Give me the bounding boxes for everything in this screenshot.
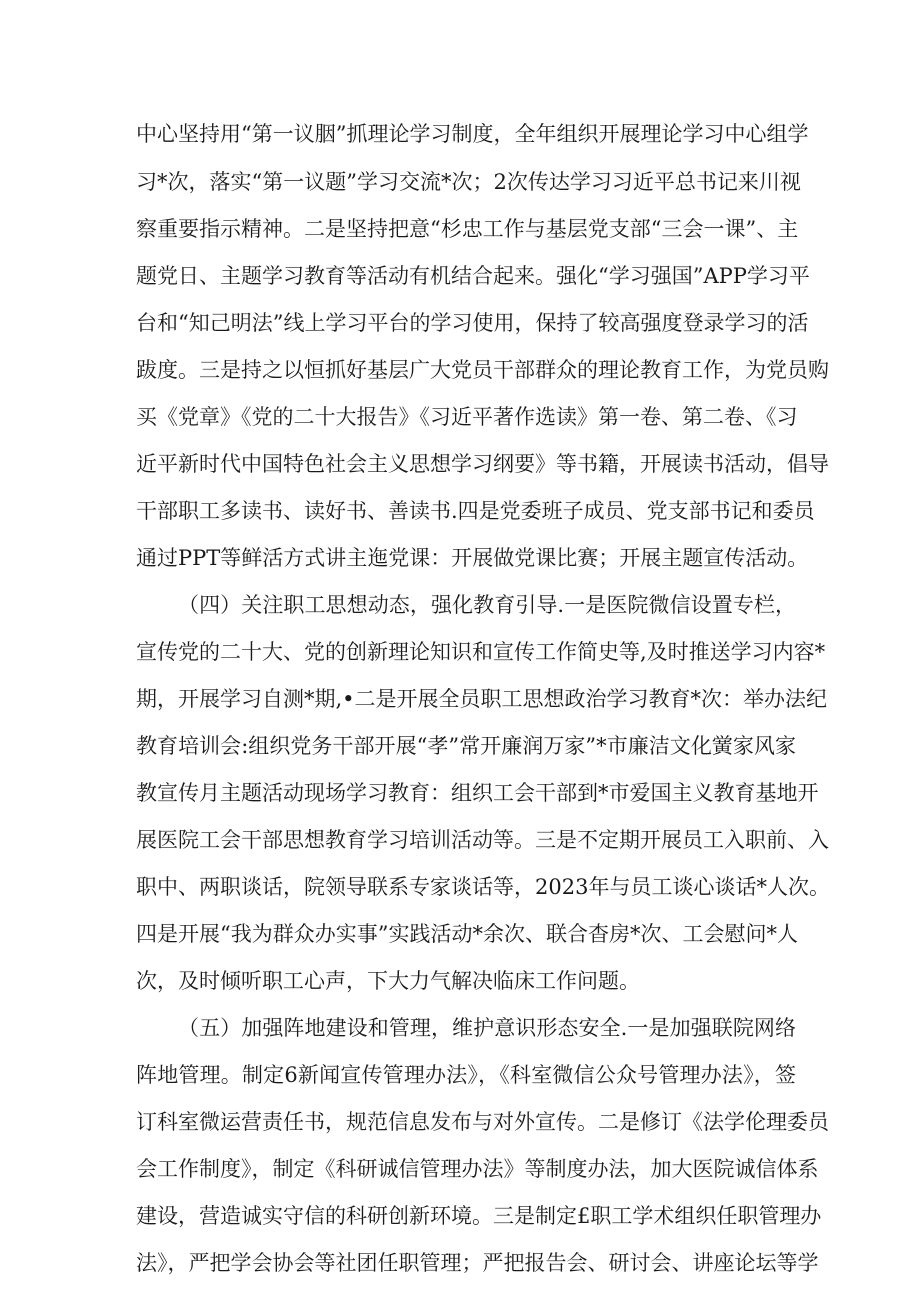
text-line: 会工作制度》，制定《科研诚信管理办法》等制度办法，加大医院诚信体系 bbox=[136, 1157, 819, 1181]
text-line: 题党日、主题学习教育等活动有机结合起来。强化“学习强国”APP学习平 bbox=[136, 264, 810, 288]
text-line: 职中、两职谈话，院领导联系专家谈话等，2023年与员工谈心谈话*人次。 bbox=[136, 875, 830, 899]
section-heading-four: （四）关注职工思想动态，强化教育引导.一是医院微信设置专栏， bbox=[178, 593, 796, 617]
text-line: 干部职工多读书、读好书、善读书.四是党委班子成员、党支部书记和委员 bbox=[136, 499, 815, 523]
text-line: 买《党章》《党的二十大报告》《习近平著作选读》第一卷、第二卷、《习 bbox=[136, 405, 798, 429]
text-line: 近平新时代中国特色社会主义思想学习纲要》等书籍，开展读书活动，倡导 bbox=[136, 452, 829, 476]
text-line: 教育培训会:组织党务干部开展“孝”常开廉润万家”*市廉洁文化黉家风家 bbox=[136, 734, 796, 758]
text-line: 宣传党的二十大、党的创新理论知识和宣传工作简史等,及时推送学习内容* bbox=[136, 640, 826, 664]
text-line: 次，及时倾听职工心声，下大力气解决临床工作问题。 bbox=[136, 969, 640, 993]
text-line: 台和“知己明法”线上学习平台的学习使用，保持了较高强度登录学习的活 bbox=[136, 311, 809, 335]
text-line: 习*次，落实“第一议题”学习交流*次；2次传达学习习近平总书记来川视 bbox=[136, 170, 801, 194]
text-line: 展医院工会干部思想教育学习培训活动等。三是不定期开展员工入职前、入 bbox=[136, 828, 829, 852]
text-line: 四是开展“我为群众办实事”实践活动*余次、联合杳房*次、工会慰问*人 bbox=[136, 922, 798, 946]
text-line: 中心坚持用“第一议胭”抓理论学习制度，全年组织开展理论学习中心组学 bbox=[136, 122, 809, 146]
text-line: 跋度。三是持之以恒抓好基层广大党员干部群众的理论教育工作，为党员购 bbox=[136, 358, 829, 382]
text-line: 期，开展学习自测*期,•二是开展全员职工思想政治学习教育*次：举办法纪 bbox=[136, 687, 828, 711]
text-line: 建设，营造诚实守信的科研创新环境。三是制定£职工学术组织任职管理办 bbox=[136, 1204, 822, 1228]
text-line: 通过PPT等鲜活方式讲主迤党课：开展做党课比赛；开展主题宣传活动。 bbox=[136, 546, 809, 570]
text-line: 订科室微运营责任书，规范信息发布与对外宣传。二是修订《法学伦理委员 bbox=[136, 1110, 829, 1134]
section-heading-five: （五）加强阵地建设和管理，维护意识形态安全.一是加强联院网络 bbox=[178, 1016, 796, 1040]
text-line: 阵地管理。制定6新闻宣传管理办法》，《科室微信公众号管理办法》，签 bbox=[136, 1063, 796, 1087]
text-line: 法》，严把学会协会等社团任职管理；严把报告会、研讨会、讲座论坛等学 bbox=[136, 1251, 819, 1275]
text-line: 教宣传月主题活动现场学习教育：组织工会干部到*市爱国主义教育基地开 bbox=[136, 781, 819, 805]
text-line: 察重要指示精神。二是坚持把意“杉忠工作与基层党支部“三会一课”、主 bbox=[136, 217, 799, 241]
